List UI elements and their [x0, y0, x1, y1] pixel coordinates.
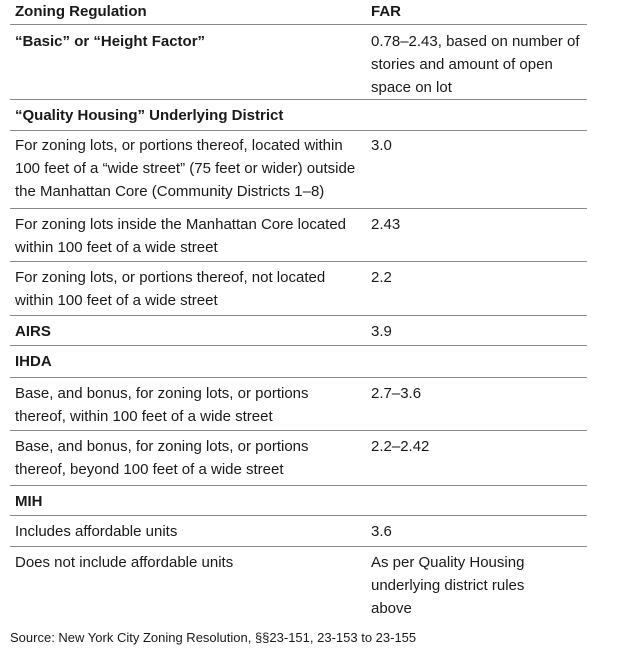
- table-row: [10, 486, 587, 516]
- row-far: 3.6: [371, 523, 392, 540]
- table-row: [10, 131, 587, 209]
- row-regulation: For zoning lots inside the Manhattan Core located within 100 feet of a wide street: [15, 216, 347, 256]
- table-row: [10, 262, 587, 316]
- table-row: [10, 209, 587, 262]
- row-regulation: For zoning lots, or portions thereof, not located within 100 feet of a wide street: [15, 269, 326, 309]
- row-far: 2.2–2.42: [371, 438, 430, 455]
- row-regulation: IHDA: [15, 353, 52, 370]
- table-row: [10, 516, 587, 547]
- row-far: 2.43: [371, 216, 401, 233]
- row-far: 0.78–2.43, based on number of stories and amount of open space on lot: [371, 33, 580, 96]
- row-far: 3.0: [371, 137, 392, 154]
- table-row: [10, 316, 587, 346]
- row-regulation: “Basic” or “Height Factor”: [15, 33, 206, 50]
- row-far: As per Quality Housing underlying district rules above: [371, 554, 525, 617]
- row-regulation: Includes affordable units: [15, 523, 178, 540]
- table-row: [10, 547, 587, 627]
- row-regulation: Base, and bonus, for zoning lots, or portions thereof, within 100 feet of a wide street: [15, 385, 309, 425]
- row-regulation: MIH: [15, 493, 43, 510]
- source-note: Source: New York City Zoning Resolution, §§23-151, 23-153 to 23-155: [10, 630, 417, 645]
- table-header-row: [10, 0, 587, 25]
- header-zoning-regulation: Zoning Regulation: [15, 3, 147, 20]
- row-regulation: AIRS: [15, 323, 51, 340]
- row-regulation: For zoning lots, or portions thereof, located within 100 feet of a “wide street” (75 feet or wider) outside the Manhattan Core (Community Districts 1–8): [15, 137, 356, 200]
- table-row: [10, 25, 587, 100]
- row-far: 3.9: [371, 323, 392, 340]
- row-far: 2.2: [371, 269, 392, 286]
- zoning-far-table: [10, 0, 587, 627]
- table-row: [10, 346, 587, 378]
- row-regulation: Base, and bonus, for zoning lots, or portions thereof, beyond 100 feet of a wide street: [15, 438, 309, 478]
- row-far: 2.7–3.6: [371, 385, 422, 402]
- table-row: [10, 100, 587, 131]
- table-row: [10, 378, 587, 431]
- row-regulation: “Quality Housing” Underlying District: [15, 107, 284, 124]
- header-far: FAR: [371, 3, 401, 20]
- table-row: [10, 431, 587, 486]
- row-regulation: Does not include affordable units: [15, 554, 234, 571]
